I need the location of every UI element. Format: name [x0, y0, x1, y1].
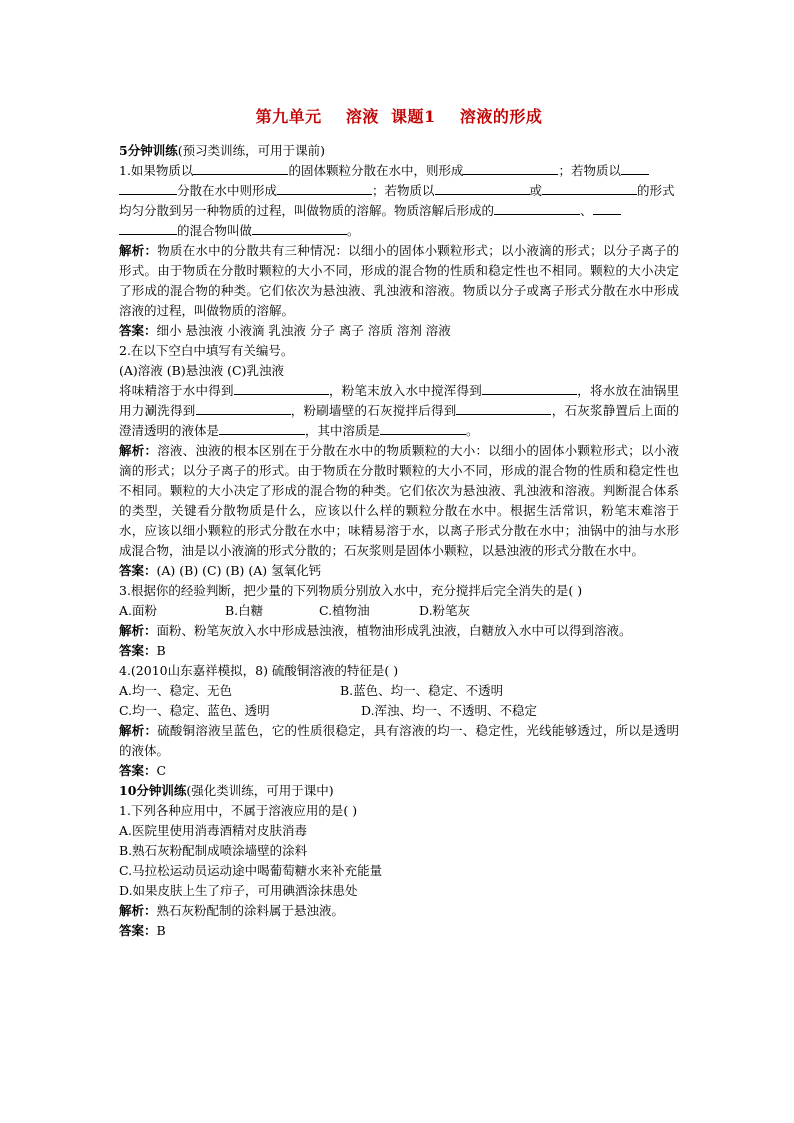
question-text: 或: [529, 183, 543, 198]
section-heading-note: (强化类训练，可用于课中): [186, 783, 334, 798]
question-4-stem: 4.(2010山东嘉祥模拟，8) 硫酸铜溶液的特征是( ): [119, 663, 399, 678]
section-heading-5min: [119, 141, 679, 161]
analysis-label: 解析：: [119, 443, 158, 458]
question-text: 的混合物叫做: [177, 223, 253, 238]
analysis-label: 解析：: [119, 723, 158, 738]
analysis-text: 面粉、粉笔灰放入水中形成悬浊液，植物油形成乳浊液，白糖放入水中可以得到溶液。: [156, 623, 632, 638]
section-heading-label: 5分钟训练: [119, 143, 178, 158]
answer-blank[interactable]: [380, 421, 466, 435]
question-text: 。: [347, 223, 360, 238]
answer-blank[interactable]: [193, 161, 288, 175]
analysis-text: 熟石灰粉配制的涂料属于悬浊液。: [156, 903, 345, 918]
analysis-label: 解析：: [119, 623, 157, 638]
answer-blank[interactable]: [593, 201, 621, 215]
option-d[interactable]: D.如果皮肤上生了疖子，可用碘酒涂抹患处: [119, 883, 358, 898]
option-b[interactable]: B.熟石灰粉配制成喷涂墙壁的涂料: [119, 843, 308, 858]
question-4-options-row1: [119, 681, 679, 701]
answer-label: 答案：: [119, 923, 157, 938]
answer-1: [119, 321, 679, 341]
page-title: 第九单元 溶液 课题1 溶液的形成: [255, 107, 543, 126]
analysis-3: [119, 621, 679, 641]
option-b[interactable]: B.蓝色、均一、稳定、不透明: [340, 683, 504, 698]
answer-blank[interactable]: [621, 161, 649, 175]
answer-text: B: [156, 643, 166, 658]
question-text: 均匀分散到另一种物质的过程，叫做物质的溶解。物质溶解后形成的: [119, 203, 495, 218]
question-5-stem: 1.下列各种应用中，不属于溶液应用的是( ): [119, 803, 358, 818]
section-heading-10min: [119, 781, 679, 801]
answer-3: [119, 641, 679, 661]
section-heading-note: (预习类训练，可用于课前): [177, 143, 325, 158]
question-2-stem: 2.在以下空白中填写有关编号。: [119, 343, 294, 358]
answer-blank[interactable]: [252, 221, 347, 235]
answer-blank[interactable]: [234, 381, 329, 395]
answer-blank[interactable]: [463, 161, 558, 175]
answer-text: 细小 悬浊液 小液滴 乳浊液 分子 离子 溶质 溶剂 溶液: [156, 323, 451, 338]
question-4-options-row2: [119, 701, 679, 721]
answer-2: [119, 561, 679, 581]
answer-text: B: [156, 923, 166, 938]
answer-blank[interactable]: [435, 181, 530, 195]
answer-4: [119, 761, 679, 781]
question-2: [119, 381, 679, 441]
analysis-label: 解析：: [119, 243, 158, 258]
answer-text: C: [156, 763, 167, 778]
question-text: 的形式: [637, 183, 675, 198]
analysis-4: [119, 721, 679, 761]
answer-label: 答案：: [119, 563, 157, 578]
option-a[interactable]: A.医院里使用消毒酒精对皮肤消毒: [119, 823, 308, 838]
answer-blank[interactable]: [542, 181, 637, 195]
analysis-text: 物质在水中的分散共有三种情况：以细小的固体小颗粒形式；以小液滴的形式；以分子离子的形式。由于物质在分散时颗粒的大小不同，形成的混合物的性质和稳定性也不相同。颗粒的大小决定了形成的混合物的种类。它们依次为悬浊液、乳浊液和溶液。物质以分子或离子形式分散在水中形成溶液的过程，叫做物质的溶解。: [119, 243, 679, 318]
analysis-5: [119, 901, 679, 921]
analysis-2: [119, 441, 679, 561]
section-heading-label: 10分钟训练: [119, 783, 187, 798]
question-text: ，石灰浆静置后上面的澄清透明的液体是: [119, 403, 679, 438]
option-d[interactable]: D.浑浊、均一、不透明、不稳定: [361, 703, 538, 718]
analysis-label: 解析：: [119, 903, 157, 918]
question-text: ，其中溶质是: [305, 423, 381, 438]
question-text: ，将水放在油锅里用力涮洗得到: [119, 383, 679, 418]
answer-blank[interactable]: [196, 401, 291, 415]
option-c[interactable]: C.均一、稳定、蓝色、透明: [119, 703, 270, 718]
question-2-options: (A)溶液 (B)悬浊液 (C)乳浊液: [119, 363, 284, 378]
question-text: ，粉刷墙壁的石灰搅拌后得到: [290, 403, 457, 418]
analysis-1: [119, 241, 679, 321]
answer-blank[interactable]: [277, 181, 372, 195]
answer-blank[interactable]: [119, 221, 177, 235]
question-1: [119, 161, 679, 241]
answer-label: 答案：: [119, 323, 157, 338]
question-text: ，粉笔末放入水中搅浑得到: [328, 383, 482, 398]
option-c[interactable]: C.植物油: [319, 603, 370, 618]
question-text: 将味精溶于水中得到: [119, 383, 234, 398]
option-a[interactable]: A.均一、稳定、无色: [119, 683, 233, 698]
question-3-stem: 3.根据你的经验判断，把少量的下列物质分别放入水中，充分搅拌后完全消失的是( ): [119, 583, 583, 598]
answer-blank[interactable]: [456, 401, 551, 415]
option-b[interactable]: B.白糖: [225, 603, 264, 618]
analysis-text: 硫酸铜溶液呈蓝色，它的性质很稳定，具有溶液的均一、稳定性，光线能够透过，所以是透明的液体。: [119, 723, 679, 758]
answer-5: [119, 921, 679, 941]
answer-text: (A) (B) (C) (B) (A) 氢氧化钙: [156, 563, 322, 578]
answer-blank[interactable]: [219, 421, 305, 435]
answer-label: 答案：: [119, 763, 157, 778]
question-text: ；若物质以: [372, 183, 435, 198]
question-3-options: [119, 601, 679, 621]
question-text: 1.如果物质以: [119, 163, 194, 178]
question-text: 分散在水中则形成: [177, 183, 278, 198]
answer-blank[interactable]: [119, 181, 177, 195]
document-page: [119, 104, 679, 941]
option-c[interactable]: C.马拉松运动员运动途中喝葡萄糖水来补充能量: [119, 863, 383, 878]
question-text: 。: [466, 423, 479, 438]
answer-blank[interactable]: [482, 381, 577, 395]
option-a[interactable]: A.面粉: [119, 603, 158, 618]
analysis-text: 溶液、浊液的根本区别在于分散在水中的物质颗粒的大小：以细小的固体小颗粒形式；以小液滴的形式；以分子离子的形式。由于物质在分散时颗粒的大小不同，形成的混合物的性质和稳定性也不相同。颗粒的大小决定了形成的混合物的种类。它们依次为悬浊液、乳浊液和溶液。判断混合体系的类型，关键看分散物质是什么，应该以什么样的颗粒分散在水中。根据生活常识，粉笔末难溶于水，应该以细小颗粒的形式分散在水中；味精易溶于水，以离子形式分散在水中；油锅中的油与水形成混合物，油是以小液滴的形式分散的；石灰浆则是固体小颗粒，以悬浊液的形式分散在水中。: [119, 443, 679, 558]
option-d[interactable]: D.粉笔灰: [419, 603, 471, 618]
question-text: ；若物质以: [558, 163, 621, 178]
question-text: 、: [580, 203, 593, 218]
question-text: 的固体颗粒分散在水中，则形成: [288, 163, 464, 178]
answer-blank[interactable]: [494, 201, 580, 215]
answer-label: 答案：: [119, 643, 157, 658]
